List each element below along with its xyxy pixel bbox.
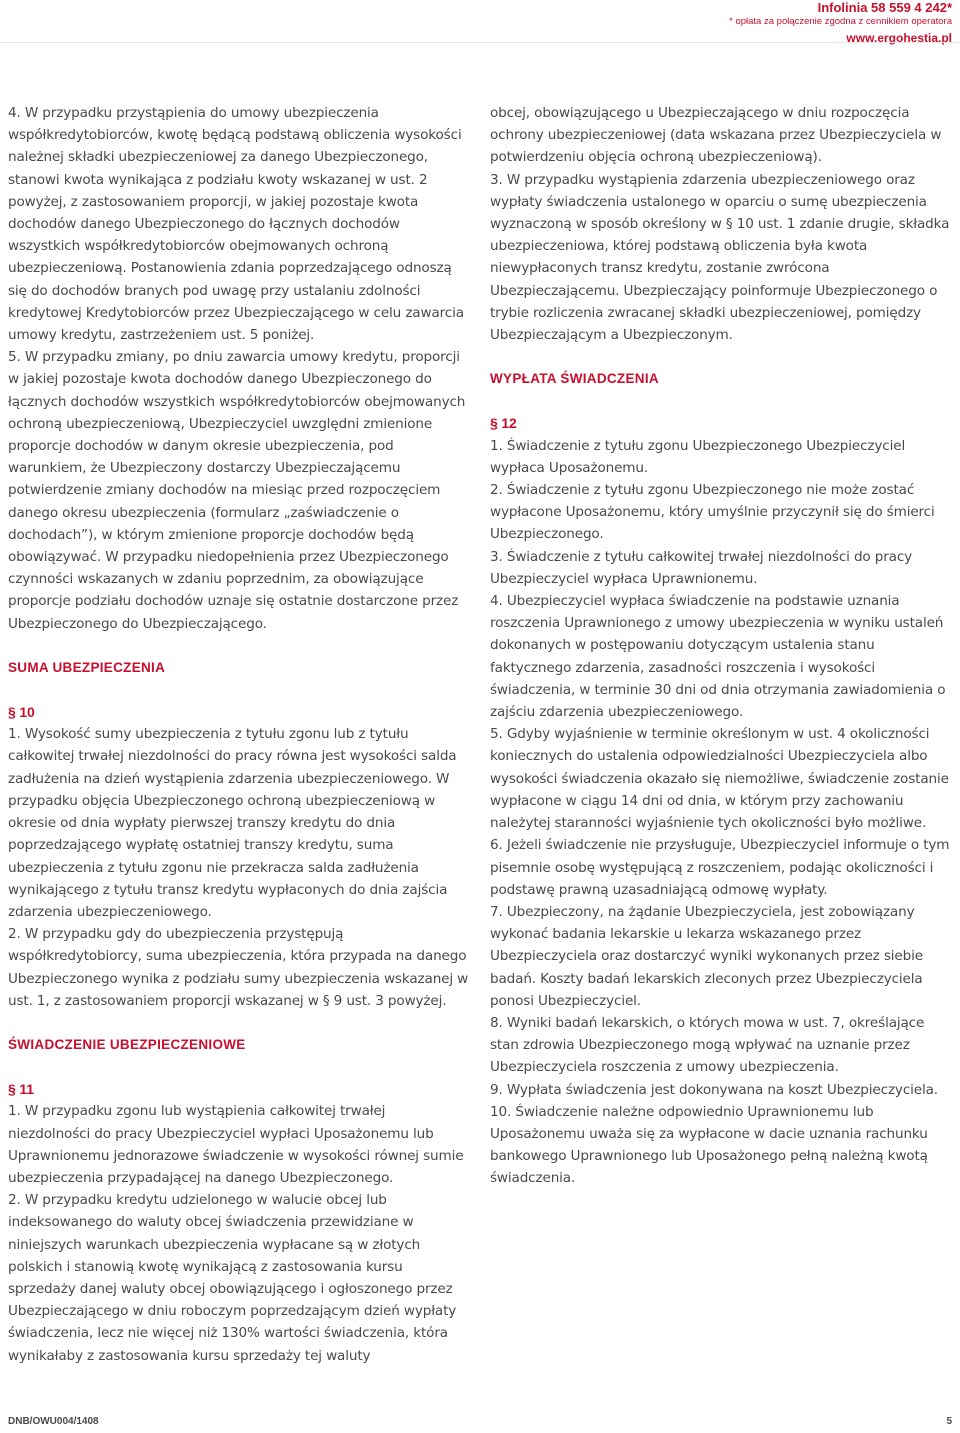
website-link[interactable]: www.ergohestia.pl bbox=[846, 31, 952, 45]
body-paragraph: obcej, obowiązującego u Ubezpieczającego w dniu rozpoczęcia ochrony ubezpieczeniowej (data wskazana przez Ubezpieczyciela w potwierdzeniu objęcia ochroną ubezpieczeniową). bbox=[490, 105, 942, 166]
body-paragraph: 10. Świadczenie należne odpowiednio Uprawnionemu lub Uposażonemu uważa się za wypłacone w dacie uznania rachunku bankowego Uprawnionego lub Uposażonego pełną należną kwotą świadczenia. bbox=[490, 1103, 928, 1187]
body-paragraph: 1. Wysokość sumy ubezpieczenia z tytułu zgonu lub z tytułu całkowitej trwałej niezdolności do pracy równa jest wysokości salda zadłużenia na dzień wystąpienia zdarzenia ubezpieczeniowego. W przypadku objęcia Ubezpieczonego ochroną ubezpieczeniową w okresie od dnia wypłaty pierwszej transzy kredytu do dnia poprzedzającego wypłatę ostatniej transzy kredytu, suma ubezpieczenia z tytułu zgonu nie przekracza salda zadłużenia wynikającego z tytułu transz kredytu wypłaconych do dnia zajścia zdarzenia ubezpieczeniowego. bbox=[8, 726, 457, 920]
header-band bbox=[0, 42, 960, 83]
body-paragraph: 9. Wypłata świadczenia jest dokonywana na koszt Ubezpieczyciela. bbox=[490, 1081, 938, 1098]
document-code: DNB/OWU004/1408 bbox=[8, 1416, 99, 1427]
body-paragraph: 4. W przypadku przystąpienia do umowy ubezpieczenia współkredytobiorców, kwotę będącą podstawą obliczenia wysokości należnej składki ubezpieczeniowej za danego Ubezpieczonego, stanowi kwota wynikająca z podziału kwoty wskazanej w ust. 2 powyżej, z zastosowaniem proporcji, w jakiej pozostaje kwota dochodów danego Ubezpieczonego do łącznych dochodów wszystkich współkredytobiorców obejmowanych ochroną ubezpieczeniową. Postanowienia zdania poprzedzającego odnoszą się do dochodów branych pod uwagę przy ustalaniu zdolności kredytowej Kredytobiorców przez Ubezpieczającego w celu zawarcia umowy kredytu, zastrzeżeniem ust. 5 poniżej. bbox=[8, 105, 464, 344]
hotline-note: * opłata za połączenie zgodna z cennikiem operatora bbox=[729, 16, 952, 27]
body-paragraph: 2. W przypadku gdy do ubezpieczenia przystępują współkredytobiorcy, suma ubezpieczenia, która przypada na danego Ubezpieczonego wynika z podziału sumy ubezpieczenia wskazanej w ust. 1, z zastosowaniem proporcji wskazanej w § 9 ust. 3 powyżej. bbox=[8, 926, 469, 1009]
page-header bbox=[729, 0, 952, 48]
paragraph-number: § 10 bbox=[8, 704, 35, 721]
body-paragraph: 3. Świadczenie z tytułu całkowitej trwałej niezdolności do pracy Ubezpieczyciel wypłaca Uprawnionemu. bbox=[490, 548, 913, 587]
page-number: 5 bbox=[946, 1416, 952, 1427]
section-heading: ŚWIADCZENIE UBEZPIECZENIOWE bbox=[8, 1036, 246, 1052]
section-heading: SUMA UBEZPIECZENIA bbox=[8, 659, 166, 675]
body-paragraph: 5. Gdyby wyjaśnienie w terminie określonym w ust. 4 okoliczności koniecznych do ustalenia odpowiedzialności Ubezpieczyciela albo wysokości świadczenia okazało się niemożliwe, świadczenie zostanie wypłacone w ciągu 14 dni od dnia, w którym przy zachowaniu należytej staranności wyjaśnienie tych okoliczności było możliwe. bbox=[490, 726, 949, 832]
body-paragraph: 6. Jeżeli świadczenie nie przysługuje, Ubezpieczyciel informuje o tym pisemnie osobę występującą z roszczeniem, podając okoliczności i podstawę prawną uzasadniającą odmowę wypłaty. bbox=[490, 837, 950, 898]
body-paragraph: 2. Świadczenie z tytułu zgonu Ubezpieczonego nie może zostać wypłacone Uposażonemu, który umyślnie przyczynił się do śmierci Ubezpieczonego. bbox=[490, 482, 935, 543]
section-heading: WYPŁATA ŚWIADCZENIA bbox=[490, 371, 659, 387]
body-paragraph: 3. W przypadku wystąpienia zdarzenia ubezpieczeniowego oraz wypłaty świadczenia ustalonego w oparciu o sumę ubezpieczenia wyznaczoną w sposób określony w § 10 ust. 1 zdanie drugie, składka ubezpieczeniowa, której podstawą obliczenia była kwota niewypłaconych transz kredytu, zostanie zwrócona Ubezpieczającemu. Ubezpieczający poinformuje Ubezpieczonego o trybie rozliczenia zwracanej składki ubezpieczeniowej, pomiędzy Ubezpieczającym a Ubezpieczonym. bbox=[490, 171, 950, 344]
right-column bbox=[490, 102, 956, 1190]
body-paragraph: 7. Ubezpieczony, na żądanie Ubezpieczyciela, jest zobowiązany wykonać badania lekarskie u lekarza wskazanego przez Ubezpieczyciela oraz dostarczyć wyniki wykonanych przez siebie badań. Koszty badań lekarskich zleconych przez Ubezpieczyciela ponosi Ubezpieczyciel. bbox=[490, 903, 923, 1009]
body-paragraph: 1. W przypadku zgonu lub wystąpienia całkowitej trwałej niezdolności do pracy Ubezpieczyciel wypłaci Uposażonemu lub Uprawnionemu jednorazowe świadczenie w wysokości równej sumie ubezpieczenia przypadającej na danego Ubezpieczonego. bbox=[8, 1103, 464, 1186]
left-column bbox=[8, 102, 470, 1367]
body-paragraph: 5. W przypadku zmiany, po dniu zawarcia umowy kredytu, proporcji w jakiej pozostaje kwota dochodów danego Ubezpieczonego do łącznych dochodów wszystkich współkredytobiorców obejmowanych ochroną ubezpieczeniową, Ubezpieczyciel uwzględni zmienione proporcje dochodów w danym okresie ubezpieczenia, pod warunkiem, że Ubezpieczony dostarczy Ubezpieczającemu potwierdzenie zmiany dochodów na miesiąc przed rozpoczęciem danego okresu ubezpieczenia (formularz „zaświadczenie o dochodach”), w którym zmienione proporcje dochodów będą obowiązywać. W przypadku niedopełnienia przez Ubezpieczonego czynności wskazanych w zdaniu poprzednim, za obowiązujące proporcje podziału dochodów uznaje się ostatnie dostarczone przez Ubezpieczonego do Ubezpieczającego. bbox=[8, 349, 466, 632]
body-paragraph: 8. Wyniki badań lekarskich, o których mowa w ust. 7, określające stan zdrowia Ubezpieczonego mogą wpływać na uznanie przez Ubezpieczyciela roszczenia z umowy ubezpieczenia. bbox=[490, 1014, 925, 1076]
body-paragraph: 4. Ubezpieczyciel wypłaca świadczenie na podstawie uznania roszczenia Uprawnionego z umowy ubezpieczenia w wyniku ustaleń dokonanych w postępowaniu dotyczącym ustalenia stanu faktycznego zdarzenia, zasadności roszczenia i wysokości świadczenia, w terminie 30 dni od dnia otrzymania zawiadomienia o zajściu zdarzenia ubezpieczeniowego. bbox=[490, 593, 946, 721]
body-paragraph: 2. W przypadku kredytu udzielonego w walucie obcej lub indeksowanego do waluty obcej świadczenia przewidziane w niniejszych warunkach ubezpieczenia wypłacane są w złotych polskich i stanowią kwotę wynikającą z zastosowania kursu sprzedaży danej waluty obcej obowiązującego i ogłoszonego przez Ubezpieczającego w dniu roboczym poprzedzającym dzień wypłaty świadczenia, lecz nie więcej niż 130% wartości świadczenia, która wynikałaby z zastosowania kursu sprzedaży tej waluty bbox=[8, 1192, 457, 1364]
body-paragraph: 1. Świadczenie z tytułu zgonu Ubezpieczonego Ubezpieczyciel wypłaca Uposażonemu. bbox=[490, 437, 906, 476]
paragraph-number: § 12 bbox=[490, 415, 517, 432]
hotline-number: Infolinia 58 559 4 242* bbox=[817, 0, 952, 15]
paragraph-number: § 11 bbox=[8, 1081, 34, 1098]
